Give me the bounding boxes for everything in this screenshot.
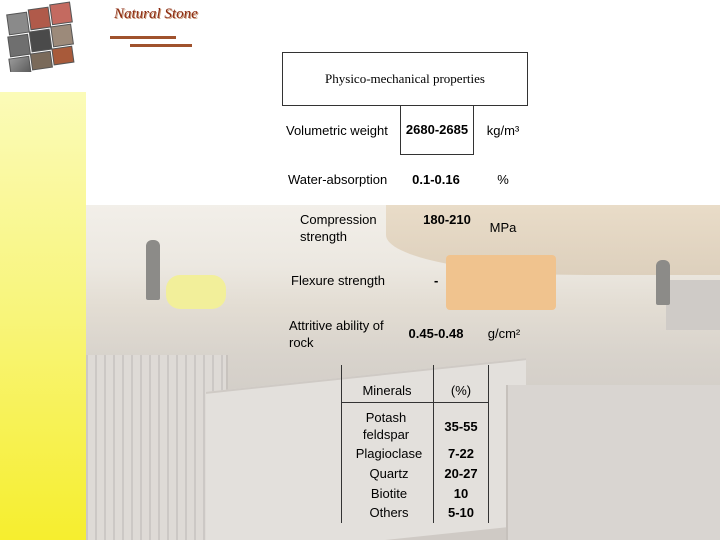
minerals-header-name: Minerals bbox=[362, 383, 412, 398]
property-value: 180-210 bbox=[423, 212, 471, 227]
property-value: 2680-2685 bbox=[400, 106, 474, 155]
mineral-name: Others bbox=[369, 505, 409, 520]
table-title bbox=[282, 52, 528, 106]
title-underline-bar bbox=[110, 36, 176, 39]
mineral-name: Quartz bbox=[369, 466, 409, 481]
title-underline-bar bbox=[130, 44, 192, 47]
mineral-value: 35-55 bbox=[444, 419, 478, 434]
granite-block bbox=[506, 385, 720, 540]
property-unit: MPa bbox=[489, 220, 517, 235]
mineral-name: Potash feldspar bbox=[362, 410, 410, 442]
minerals-header-value: (%) bbox=[450, 383, 472, 398]
stone-cubes-logo bbox=[0, 0, 86, 72]
property-value: - bbox=[434, 273, 439, 288]
minerals-table bbox=[341, 365, 489, 523]
property-value: 0.1-0.16 bbox=[412, 172, 460, 187]
property-unit: % bbox=[497, 172, 509, 187]
mineral-value: 10 bbox=[453, 486, 469, 501]
mineral-name: Plagioclase bbox=[355, 446, 423, 461]
property-name: Water-absorption bbox=[288, 172, 388, 187]
worker-figure bbox=[656, 260, 670, 305]
property-unit: kg/m³ bbox=[486, 123, 520, 138]
mineral-name: Biotite bbox=[370, 486, 408, 501]
property-name: Compression strength bbox=[300, 212, 377, 244]
page-title: Natural Stone bbox=[114, 6, 198, 22]
worker-figure bbox=[146, 240, 160, 300]
stone-slab bbox=[666, 280, 720, 330]
property-unit: g/cm² bbox=[487, 326, 521, 341]
mineral-value: 7-22 bbox=[447, 446, 475, 461]
property-name: Flexure strength bbox=[291, 273, 385, 288]
property-value: 0.45-0.48 bbox=[408, 326, 464, 341]
mineral-value: 5-10 bbox=[447, 505, 475, 520]
yellow-tank bbox=[166, 275, 226, 309]
compressor-machine bbox=[446, 255, 556, 310]
property-name: Volumetric weight bbox=[286, 123, 388, 138]
mineral-value: 20-27 bbox=[444, 466, 478, 481]
property-name: Attritive ability of rock bbox=[289, 318, 384, 350]
table-title-text: Physico-mechanical properties bbox=[325, 71, 485, 86]
decorative-side-strip bbox=[0, 92, 86, 540]
table-divider bbox=[341, 402, 489, 403]
